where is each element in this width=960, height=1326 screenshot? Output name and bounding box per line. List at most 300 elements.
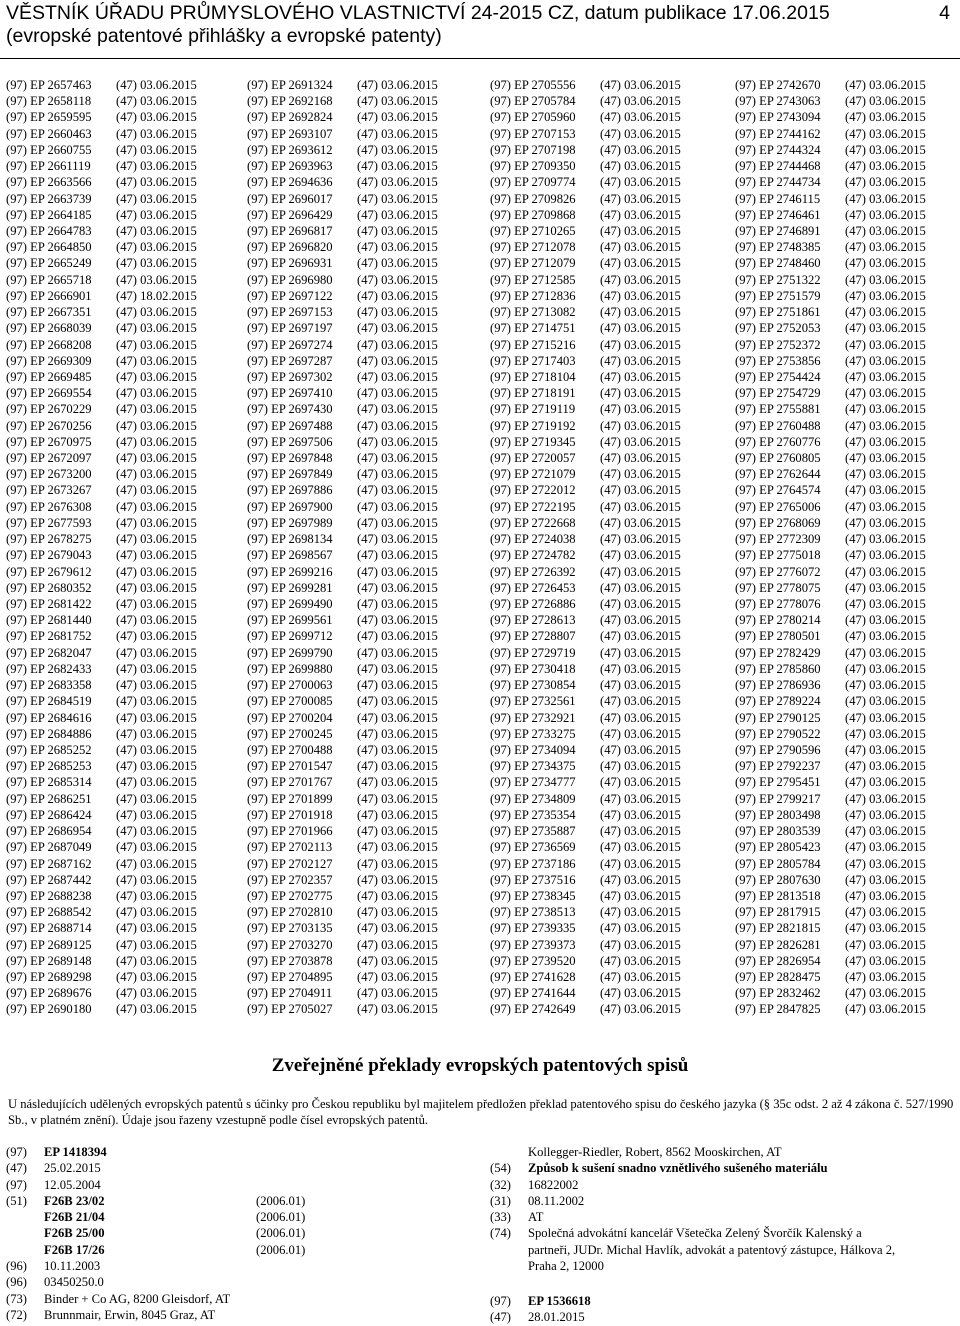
record-line bbox=[490, 1177, 956, 1193]
header-rule bbox=[0, 58, 960, 59]
record-line bbox=[6, 1274, 476, 1290]
patent-row bbox=[490, 304, 681, 320]
patent-row bbox=[490, 482, 681, 498]
patent-row bbox=[6, 353, 197, 369]
patent-row bbox=[735, 304, 926, 320]
patent-number: (97) EP 2700085 bbox=[247, 694, 333, 709]
patent-number: (97) EP 2669309 bbox=[6, 353, 92, 368]
patent-number: (97) EP 2657463 bbox=[6, 78, 92, 92]
patent-row bbox=[735, 77, 926, 93]
patent-row bbox=[6, 726, 197, 742]
grant-date: (47) 03.06.2015 bbox=[600, 937, 681, 952]
patent-row bbox=[247, 726, 438, 742]
record-line bbox=[490, 1144, 956, 1160]
grant-date: (47) 03.06.2015 bbox=[600, 726, 681, 741]
grant-date: (47) 03.06.2015 bbox=[116, 223, 197, 238]
grant-date: (47) 03.06.2015 bbox=[357, 305, 438, 320]
patent-number: (97) EP 2789224 bbox=[735, 694, 821, 709]
grant-date: (47) 03.06.2015 bbox=[600, 159, 681, 174]
patent-row bbox=[6, 937, 197, 953]
patent-number: (97) EP 2700245 bbox=[247, 726, 333, 741]
grant-date: (47) 03.06.2015 bbox=[600, 742, 681, 757]
grant-date: (47) 03.06.2015 bbox=[600, 856, 681, 871]
patent-number: (97) EP 2752053 bbox=[735, 321, 821, 336]
patent-row bbox=[735, 742, 926, 758]
patent-row bbox=[247, 774, 438, 790]
inid-code: (97) bbox=[490, 1294, 511, 1308]
patent-number: (97) EP 2696931 bbox=[247, 256, 333, 271]
patent-row bbox=[6, 807, 197, 823]
patent-number: EP 1418394 bbox=[44, 1145, 107, 1159]
patent-number: (97) EP 2702113 bbox=[247, 840, 333, 855]
patent-row bbox=[6, 645, 197, 661]
patent-number: (97) EP 2828475 bbox=[735, 970, 821, 985]
grant-date: (47) 03.06.2015 bbox=[845, 110, 926, 125]
grant-date: (47) 03.06.2015 bbox=[600, 240, 681, 255]
grant-date: (47) 03.06.2015 bbox=[845, 742, 926, 757]
patent-number: (97) EP 2698567 bbox=[247, 548, 333, 563]
patent-number: (97) EP 2666901 bbox=[6, 288, 92, 303]
grant-date: (47) 03.06.2015 bbox=[116, 840, 197, 855]
patent-row bbox=[247, 580, 438, 596]
grant-date: (47) 03.06.2015 bbox=[600, 94, 681, 109]
patent-number: (97) EP 2738513 bbox=[490, 905, 576, 920]
ipc-version: (2006.01) bbox=[256, 1193, 306, 1208]
patent-row bbox=[6, 1001, 197, 1017]
grant-date: (47) 03.06.2015 bbox=[357, 142, 438, 157]
patent-row bbox=[490, 126, 681, 142]
patent-number: (97) EP 2697410 bbox=[247, 386, 333, 401]
patent-number: (97) EP 2699712 bbox=[247, 629, 333, 644]
grant-date: (47) 03.06.2015 bbox=[357, 694, 438, 709]
patent-number: (97) EP 2799217 bbox=[735, 791, 821, 806]
patent-row bbox=[735, 158, 926, 174]
patent-number: (97) EP 2744468 bbox=[735, 159, 821, 174]
grant-date: (47) 03.06.2015 bbox=[600, 386, 681, 401]
grant-date: (47) 03.06.2015 bbox=[116, 937, 197, 952]
patent-number: (97) EP 2693963 bbox=[247, 159, 333, 174]
patent-row bbox=[490, 888, 681, 904]
patent-number: (97) EP 2744162 bbox=[735, 126, 821, 141]
patent-row bbox=[490, 677, 681, 693]
grant-date: (47) 03.06.2015 bbox=[116, 580, 197, 595]
patent-row bbox=[490, 758, 681, 774]
grant-date: (47) 03.06.2015 bbox=[845, 434, 926, 449]
patent-row bbox=[735, 710, 926, 726]
grant-date: (47) 03.06.2015 bbox=[845, 791, 926, 806]
patent-row bbox=[6, 677, 197, 693]
patent-row bbox=[247, 937, 438, 953]
patent-row bbox=[247, 93, 438, 109]
patent-number: (97) EP 2688542 bbox=[6, 905, 92, 920]
patent-row bbox=[247, 807, 438, 823]
patent-row bbox=[490, 839, 681, 855]
patent-row bbox=[490, 531, 681, 547]
grant-date: (47) 03.06.2015 bbox=[357, 759, 438, 774]
patent-row bbox=[6, 499, 197, 515]
record-line bbox=[6, 1291, 476, 1307]
ipc-version: (2006.01) bbox=[256, 1210, 306, 1225]
grant-date: (47) 03.06.2015 bbox=[116, 532, 197, 547]
patent-number: (97) EP 2673200 bbox=[6, 467, 92, 482]
patent-number: (97) EP 2687049 bbox=[6, 840, 92, 855]
patent-row bbox=[6, 93, 197, 109]
patent-row bbox=[247, 337, 438, 353]
patent-row bbox=[490, 77, 681, 93]
patent-number: (97) EP 2697488 bbox=[247, 418, 333, 433]
patent-row bbox=[735, 466, 926, 482]
grant-date: (47) 03.06.2015 bbox=[357, 288, 438, 303]
record-line bbox=[490, 1160, 956, 1176]
patent-number: (97) EP 2753856 bbox=[735, 353, 821, 368]
inid-code: (31) bbox=[490, 1193, 511, 1208]
patent-row bbox=[6, 953, 197, 969]
grant-date: (47) 03.06.2015 bbox=[600, 223, 681, 238]
patent-number: (97) EP 2681752 bbox=[6, 629, 92, 644]
patent-row bbox=[247, 77, 438, 93]
patent-row bbox=[6, 191, 197, 207]
grant-date: (47) 03.06.2015 bbox=[116, 872, 197, 887]
grant-date: (47) 03.06.2015 bbox=[600, 126, 681, 141]
patent-row bbox=[490, 385, 681, 401]
patent-number: (97) EP 2664783 bbox=[6, 223, 92, 238]
patent-row bbox=[735, 888, 926, 904]
grant-date: (47) 03.06.2015 bbox=[357, 629, 438, 644]
patent-row bbox=[247, 888, 438, 904]
patent-number: (97) EP 2696429 bbox=[247, 207, 333, 222]
patent-row bbox=[247, 255, 438, 271]
grant-date: (47) 03.06.2015 bbox=[845, 888, 926, 903]
patent-number: (97) EP 2683358 bbox=[6, 678, 92, 693]
ipc-code: F26B 23/02 bbox=[44, 1193, 105, 1208]
patent-row bbox=[735, 856, 926, 872]
patent-row bbox=[490, 823, 681, 839]
patent-row bbox=[735, 547, 926, 563]
patent-row bbox=[735, 288, 926, 304]
patent-number: (97) EP 2726886 bbox=[490, 597, 576, 611]
patent-number: (97) EP 2696017 bbox=[247, 191, 333, 206]
patent-row bbox=[6, 710, 197, 726]
grant-date: (47) 03.06.2015 bbox=[845, 223, 926, 238]
grant-date: (47) 03.06.2015 bbox=[845, 418, 926, 433]
patent-number: (97) EP 2660463 bbox=[6, 126, 92, 141]
record-line bbox=[6, 1160, 476, 1176]
grant-date: (47) 03.06.2015 bbox=[116, 742, 197, 757]
patent-row bbox=[735, 337, 926, 353]
patent-number: (97) EP 2778075 bbox=[735, 580, 821, 595]
patent-row bbox=[247, 288, 438, 304]
patent-row bbox=[735, 353, 926, 369]
record-line bbox=[6, 1307, 476, 1323]
patent-number: (97) EP 2734809 bbox=[490, 791, 576, 806]
patent-number: (97) EP 2664850 bbox=[6, 240, 92, 255]
patent-row bbox=[490, 612, 681, 628]
patent-number: (97) EP 2760776 bbox=[735, 434, 821, 449]
grant-date: (47) 03.06.2015 bbox=[116, 305, 197, 320]
patent-row bbox=[247, 158, 438, 174]
patent-row bbox=[490, 109, 681, 125]
grant-date: (47) 03.06.2015 bbox=[357, 434, 438, 449]
grant-date: (47) 03.06.2015 bbox=[116, 888, 197, 903]
patent-number: (97) EP 2704895 bbox=[247, 970, 333, 985]
patent-number: (97) EP 2692824 bbox=[247, 110, 333, 125]
patent-row bbox=[6, 661, 197, 677]
grant-date: (47) 03.06.2015 bbox=[357, 499, 438, 514]
grant-date: (47) 03.06.2015 bbox=[600, 288, 681, 303]
grant-date: (47) 03.06.2015 bbox=[845, 467, 926, 482]
grant-date: (47) 03.06.2015 bbox=[116, 629, 197, 644]
patent-number: (97) EP 2742649 bbox=[490, 1002, 576, 1017]
grant-date: (47) 03.06.2015 bbox=[600, 110, 681, 125]
grant-date: (47) 03.06.2015 bbox=[845, 872, 926, 887]
grant-date: (47) 03.06.2015 bbox=[845, 856, 926, 871]
patent-row bbox=[490, 93, 681, 109]
patent-row bbox=[6, 223, 197, 239]
patent-number: (97) EP 2689125 bbox=[6, 937, 92, 952]
grant-date: (47) 03.06.2015 bbox=[357, 402, 438, 417]
patent-row bbox=[490, 856, 681, 872]
patent-number: (97) EP 2696817 bbox=[247, 223, 333, 238]
patent-number: (97) EP 2704911 bbox=[247, 986, 333, 1001]
patent-number: (97) EP 2776072 bbox=[735, 564, 821, 579]
grant-date: (47) 03.06.2015 bbox=[357, 321, 438, 336]
patent-row bbox=[247, 207, 438, 223]
grant-date: (47) 03.06.2015 bbox=[357, 953, 438, 968]
patent-row bbox=[247, 239, 438, 255]
grant-date: (47) 03.06.2015 bbox=[116, 775, 197, 790]
grant-date: (47) 03.06.2015 bbox=[600, 953, 681, 968]
patent-row bbox=[735, 142, 926, 158]
patent-number: (97) EP 2658118 bbox=[6, 94, 92, 109]
inid-code: (96) bbox=[6, 1259, 27, 1274]
patent-number: (97) EP 2681440 bbox=[6, 613, 92, 628]
grant-date: (47) 03.06.2015 bbox=[357, 353, 438, 368]
patent-number: (97) EP 2722195 bbox=[490, 499, 576, 514]
patent-number: (97) EP 2734094 bbox=[490, 742, 576, 757]
patent-number: (97) EP 2693107 bbox=[247, 126, 333, 141]
grant-date: (47) 03.06.2015 bbox=[357, 872, 438, 887]
grant-date: (47) 03.06.2015 bbox=[116, 240, 197, 255]
patent-number: (97) EP 2678275 bbox=[6, 532, 92, 547]
record-line bbox=[6, 1225, 476, 1241]
patent-number: (97) EP 2659595 bbox=[6, 110, 92, 125]
patent-row bbox=[490, 320, 681, 336]
patent-row bbox=[6, 547, 197, 563]
patent-number: (97) EP 2669485 bbox=[6, 369, 92, 384]
grant-date: (47) 03.06.2015 bbox=[845, 451, 926, 466]
grant-date: (47) 03.06.2015 bbox=[845, 970, 926, 985]
patent-row bbox=[6, 239, 197, 255]
patent-row bbox=[247, 450, 438, 466]
grant-date: (47) 03.06.2015 bbox=[357, 840, 438, 855]
patent-row bbox=[247, 434, 438, 450]
patent-row bbox=[490, 142, 681, 158]
record-line bbox=[490, 1209, 956, 1225]
inid-code: (73) bbox=[6, 1291, 27, 1306]
patent-number: (97) EP 2677593 bbox=[6, 515, 92, 530]
grant-date: (47) 03.06.2015 bbox=[845, 775, 926, 790]
patent-number: (97) EP 2743094 bbox=[735, 110, 821, 125]
grant-date: (47) 03.06.2015 bbox=[845, 321, 926, 336]
grant-date: (47) 03.06.2015 bbox=[116, 921, 197, 936]
patent-number: (97) EP 2689298 bbox=[6, 970, 92, 985]
grant-date: (47) 03.06.2015 bbox=[600, 175, 681, 190]
grant-date: (47) 03.06.2015 bbox=[357, 921, 438, 936]
patent-row bbox=[6, 515, 197, 531]
grant-date: (47) 03.06.2015 bbox=[116, 207, 197, 222]
grant-date: (47) 03.06.2015 bbox=[116, 970, 197, 985]
grant-date: (47) 18.02.2015 bbox=[116, 288, 197, 303]
patent-row bbox=[735, 872, 926, 888]
grant-date: (47) 03.06.2015 bbox=[600, 532, 681, 547]
grant-date: (47) 03.06.2015 bbox=[357, 791, 438, 806]
patent-number: (97) EP 2751322 bbox=[735, 272, 821, 287]
patent-number: (97) EP 2737516 bbox=[490, 872, 576, 887]
patent-row bbox=[735, 677, 926, 693]
patent-number: (97) EP 2739520 bbox=[490, 953, 576, 968]
patent-row bbox=[247, 791, 438, 807]
patent-row bbox=[490, 369, 681, 385]
patent-row bbox=[735, 839, 926, 855]
patent-row bbox=[735, 628, 926, 644]
patent-row bbox=[6, 596, 197, 612]
patent-row bbox=[490, 596, 681, 612]
patent-number: (97) EP 2790596 bbox=[735, 742, 821, 757]
patent-number: (97) EP 2682433 bbox=[6, 661, 92, 676]
patent-number: (97) EP 2755881 bbox=[735, 402, 821, 417]
grant-date: (47) 03.06.2015 bbox=[845, 142, 926, 157]
patent-number: (97) EP 2741644 bbox=[490, 986, 576, 1001]
record-line bbox=[490, 1258, 956, 1274]
patent-number: (97) EP 2685252 bbox=[6, 742, 92, 757]
patent-row bbox=[247, 920, 438, 936]
inid-code: (97) bbox=[6, 1145, 27, 1159]
grant-date: (47) 03.06.2015 bbox=[600, 694, 681, 709]
patent-number: (97) EP 2730854 bbox=[490, 678, 576, 693]
patent-number: (97) EP 2699281 bbox=[247, 580, 333, 595]
grant-date: (47) 03.06.2015 bbox=[845, 126, 926, 141]
patent-number: EP 1536618 bbox=[528, 1294, 591, 1308]
patent-row bbox=[6, 174, 197, 190]
patent-number: (97) EP 2721079 bbox=[490, 467, 576, 482]
patent-row bbox=[490, 547, 681, 563]
priority-date: 08.11.2002 bbox=[528, 1193, 585, 1208]
patent-row bbox=[490, 466, 681, 482]
grant-date: (47) 03.06.2015 bbox=[600, 272, 681, 287]
inid-code: (51) bbox=[6, 1193, 27, 1208]
grant-date: (47) 03.06.2015 bbox=[600, 970, 681, 985]
patent-row bbox=[247, 320, 438, 336]
grant-date: (47) 03.06.2015 bbox=[600, 580, 681, 595]
grant-date: (47) 03.06.2015 bbox=[845, 305, 926, 320]
patent-number: (97) EP 2712836 bbox=[490, 288, 576, 303]
ipc-version: (2006.01) bbox=[256, 1226, 306, 1241]
patent-row bbox=[490, 434, 681, 450]
grant-date: (47) 03.06.2015 bbox=[600, 645, 681, 660]
ipc-version: (2006.01) bbox=[256, 1242, 306, 1257]
patent-number: (97) EP 2697430 bbox=[247, 402, 333, 417]
patent-number: (97) EP 2847825 bbox=[735, 1002, 821, 1017]
grant-date: (47) 03.06.2015 bbox=[116, 824, 197, 839]
inid-code: (96) bbox=[6, 1275, 27, 1290]
grant-date: (47) 03.06.2015 bbox=[357, 337, 438, 352]
grant-date: 25.02.2015 bbox=[44, 1161, 101, 1176]
patent-row bbox=[6, 369, 197, 385]
patent-number: (97) EP 2718191 bbox=[490, 386, 576, 401]
section-title: Zveřejněné překlady evropských patentových spisů bbox=[271, 1055, 689, 1076]
patent-row bbox=[247, 304, 438, 320]
grant-date: (47) 03.06.2015 bbox=[600, 207, 681, 222]
patent-number: (97) EP 2732921 bbox=[490, 710, 576, 725]
grant-date: (47) 03.06.2015 bbox=[116, 369, 197, 384]
inventor: Kollegger-Riedler, Robert, 8562 Mooskirchen, AT bbox=[528, 1145, 782, 1159]
patent-number: (97) EP 2730418 bbox=[490, 661, 576, 676]
patent-number: (97) EP 2697900 bbox=[247, 499, 333, 514]
patent-number: (97) EP 2738345 bbox=[490, 888, 576, 903]
grant-date: (47) 03.06.2015 bbox=[845, 337, 926, 352]
grant-date: (47) 03.06.2015 bbox=[357, 386, 438, 401]
patent-number: (97) EP 2697848 bbox=[247, 451, 333, 466]
patent-number: (97) EP 2748460 bbox=[735, 256, 821, 271]
patent-row bbox=[247, 531, 438, 547]
patent-row bbox=[247, 1001, 438, 1017]
grant-date: (47) 03.06.2015 bbox=[600, 434, 681, 449]
grant-date: (47) 03.06.2015 bbox=[600, 921, 681, 936]
patent-row bbox=[247, 515, 438, 531]
patent-row bbox=[6, 255, 197, 271]
record-line bbox=[490, 1193, 956, 1209]
patent-row bbox=[6, 304, 197, 320]
patent-row bbox=[735, 531, 926, 547]
patent-row bbox=[6, 337, 197, 353]
patent-row bbox=[247, 353, 438, 369]
patent-row bbox=[490, 742, 681, 758]
patent-number: (97) EP 2668208 bbox=[6, 337, 92, 352]
patent-row bbox=[490, 499, 681, 515]
patent-number: (97) EP 2707198 bbox=[490, 142, 576, 157]
patent-row bbox=[490, 174, 681, 190]
patent-number: (97) EP 2736569 bbox=[490, 840, 576, 855]
inid-code: (54) bbox=[490, 1161, 511, 1176]
patent-number: (97) EP 2751861 bbox=[735, 305, 821, 320]
grant-date: (47) 03.06.2015 bbox=[600, 191, 681, 206]
record-line bbox=[6, 1258, 476, 1274]
grant-date: (47) 03.06.2015 bbox=[845, 840, 926, 855]
grant-date: (47) 03.06.2015 bbox=[600, 1002, 681, 1017]
grant-date: (47) 03.06.2015 bbox=[600, 467, 681, 482]
patent-number: (97) EP 2710265 bbox=[490, 223, 576, 238]
record-line bbox=[490, 1309, 956, 1325]
grant-date: (47) 03.06.2015 bbox=[845, 937, 926, 952]
patent-row bbox=[490, 807, 681, 823]
grant-date: (47) 03.06.2015 bbox=[845, 386, 926, 401]
patent-number: (97) EP 2790125 bbox=[735, 710, 821, 725]
grant-date: (47) 03.06.2015 bbox=[116, 694, 197, 709]
patent-number: (97) EP 2705960 bbox=[490, 110, 576, 125]
patent-row bbox=[6, 126, 197, 142]
patent-number: (97) EP 2733275 bbox=[490, 726, 576, 741]
patent-row bbox=[247, 596, 438, 612]
grant-date: (47) 03.06.2015 bbox=[600, 353, 681, 368]
grant-date: (47) 03.06.2015 bbox=[357, 126, 438, 141]
grant-date: (47) 03.06.2015 bbox=[357, 515, 438, 530]
patent-number: (97) EP 2739373 bbox=[490, 937, 576, 952]
patent-number: (97) EP 2795451 bbox=[735, 775, 821, 790]
patent-number: (97) EP 2826281 bbox=[735, 937, 821, 952]
patent-row bbox=[6, 920, 197, 936]
inid-code: (74) bbox=[490, 1226, 511, 1241]
patent-row bbox=[247, 272, 438, 288]
